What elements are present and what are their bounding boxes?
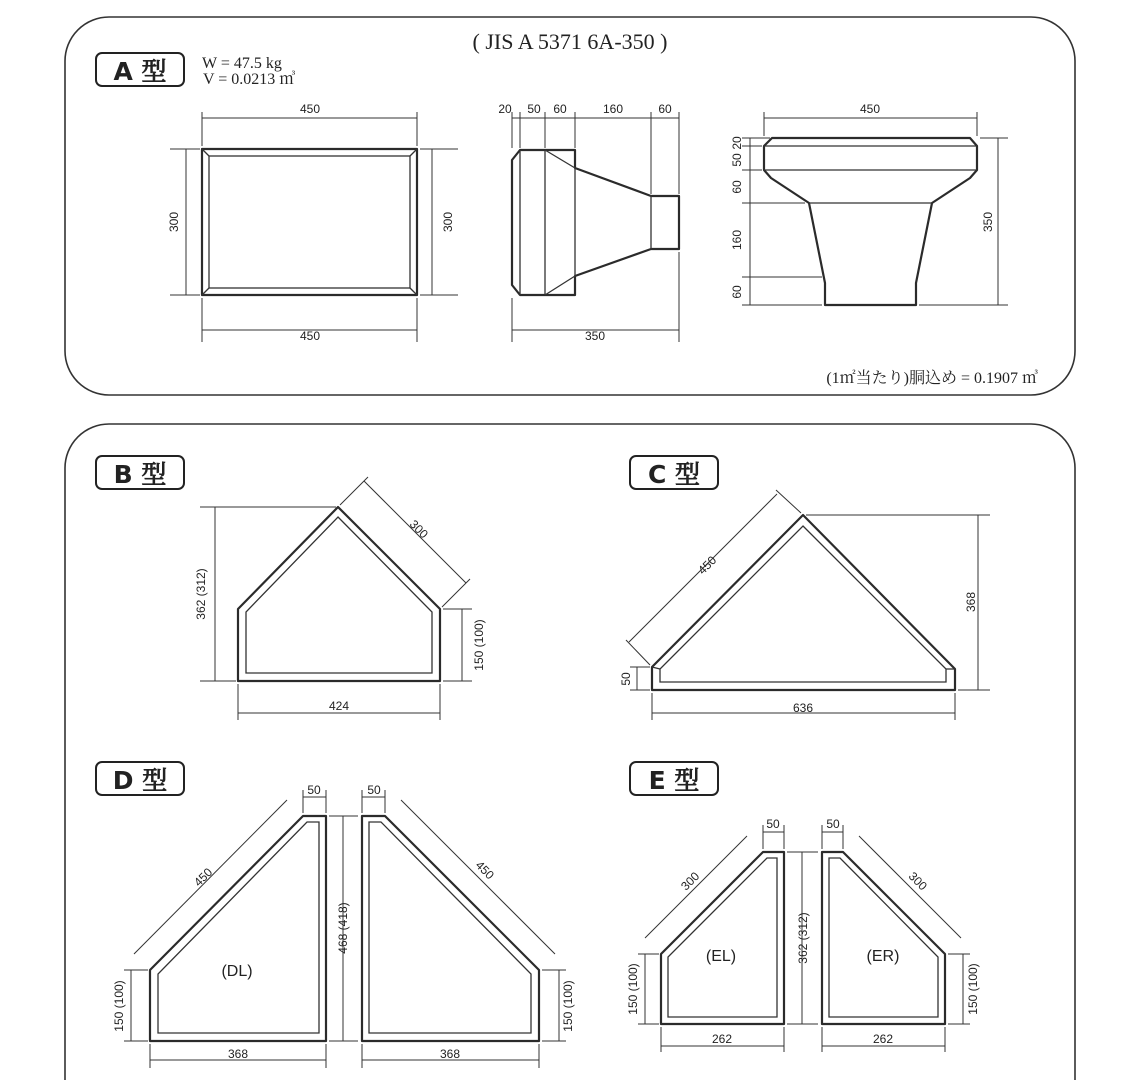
badge-b bbox=[96, 456, 184, 489]
e-slant-left-dim: 300 bbox=[678, 869, 703, 894]
badge-d-text: D 型 bbox=[112, 766, 168, 795]
front-view bbox=[167, 102, 458, 343]
c-slant-dim: 450 bbox=[695, 553, 720, 578]
badge-a bbox=[96, 53, 184, 86]
side-total-dim: 350 bbox=[584, 329, 606, 343]
c-height-dim: 368 bbox=[964, 591, 978, 613]
e-top-left-dim: 50 bbox=[766, 817, 780, 831]
b-height-dim: 362 (312) bbox=[194, 568, 208, 620]
e-label-right: (ER) bbox=[866, 948, 900, 965]
badge-c bbox=[630, 456, 718, 489]
e-slant-right-dim: 300 bbox=[905, 869, 930, 894]
d-slant-left-dim: 450 bbox=[191, 865, 216, 890]
e-side-right-dim: 150 (100) bbox=[966, 963, 980, 1015]
panel-c bbox=[619, 456, 990, 720]
side-view bbox=[498, 102, 679, 343]
e-label-left: (EL) bbox=[705, 948, 737, 965]
badge-e bbox=[630, 762, 718, 795]
badge-a-text: A 型 bbox=[113, 57, 167, 86]
b-base-dim: 424 bbox=[328, 699, 350, 713]
side-dim-2: 50 bbox=[527, 102, 541, 116]
e-height-dim: 362 (312) bbox=[796, 912, 810, 964]
side-dim-4: 160 bbox=[602, 102, 624, 116]
d-slant-right-dim: 450 bbox=[472, 858, 497, 883]
badge-b-text: B 型 bbox=[113, 460, 167, 489]
end-dim-4: 160 bbox=[730, 229, 744, 251]
c-base-dim: 636 bbox=[792, 701, 814, 715]
badge-e-text: E 型 bbox=[648, 766, 700, 795]
badge-c-text: C 型 bbox=[647, 460, 701, 489]
d-top-right-dim: 50 bbox=[367, 783, 381, 797]
end-dim-5: 60 bbox=[730, 285, 744, 299]
d-top-left-dim: 50 bbox=[307, 783, 321, 797]
d-side-left-dim: 150 (100) bbox=[112, 980, 126, 1032]
weight-label: W = 47.5 kg bbox=[202, 55, 282, 72]
end-top-dim: 450 bbox=[859, 102, 881, 116]
panel-a bbox=[65, 17, 1075, 395]
e-base-left-dim: 262 bbox=[711, 1032, 733, 1046]
panel-d bbox=[96, 762, 575, 1068]
front-right-dim: 300 bbox=[441, 211, 455, 233]
standard-label: ( JIS A 5371 6A-350 ) bbox=[472, 29, 668, 54]
d-height-dim: 468 (418) bbox=[336, 902, 350, 954]
front-top-dim: 450 bbox=[299, 102, 321, 116]
end-view bbox=[730, 102, 1008, 305]
side-dim-5: 60 bbox=[658, 102, 672, 116]
e-base-right-dim: 262 bbox=[872, 1032, 894, 1046]
end-height-dim: 350 bbox=[981, 211, 995, 233]
d-side-right-dim: 150 (100) bbox=[561, 980, 575, 1032]
panel-e bbox=[626, 762, 980, 1052]
side-dim-1: 20 bbox=[498, 102, 512, 116]
e-side-left-dim: 150 (100) bbox=[626, 963, 640, 1015]
front-bottom-dim: 450 bbox=[299, 329, 321, 343]
end-dim-3: 60 bbox=[730, 180, 744, 194]
b-slant-dim: 300 bbox=[406, 517, 431, 542]
e-top-right-dim: 50 bbox=[826, 817, 840, 831]
front-left-dim: 300 bbox=[167, 211, 181, 233]
side-dim-3: 60 bbox=[553, 102, 567, 116]
volume-label: V = 0.0213 ㎥ bbox=[203, 71, 296, 88]
b-side-dim: 150 (100) bbox=[472, 619, 486, 671]
d-base-left-dim: 368 bbox=[227, 1047, 249, 1061]
end-dim-1: 20 bbox=[730, 136, 744, 150]
c-edge-dim: 50 bbox=[619, 672, 633, 686]
panel-b bbox=[96, 456, 486, 720]
end-dim-2: 50 bbox=[730, 153, 744, 167]
d-label: (DL) bbox=[221, 963, 253, 980]
footnote: (1㎡当たり)胴込め = 0.1907 ㎥ bbox=[826, 370, 1038, 387]
d-base-right-dim: 368 bbox=[439, 1047, 461, 1061]
badge-d bbox=[96, 762, 184, 795]
